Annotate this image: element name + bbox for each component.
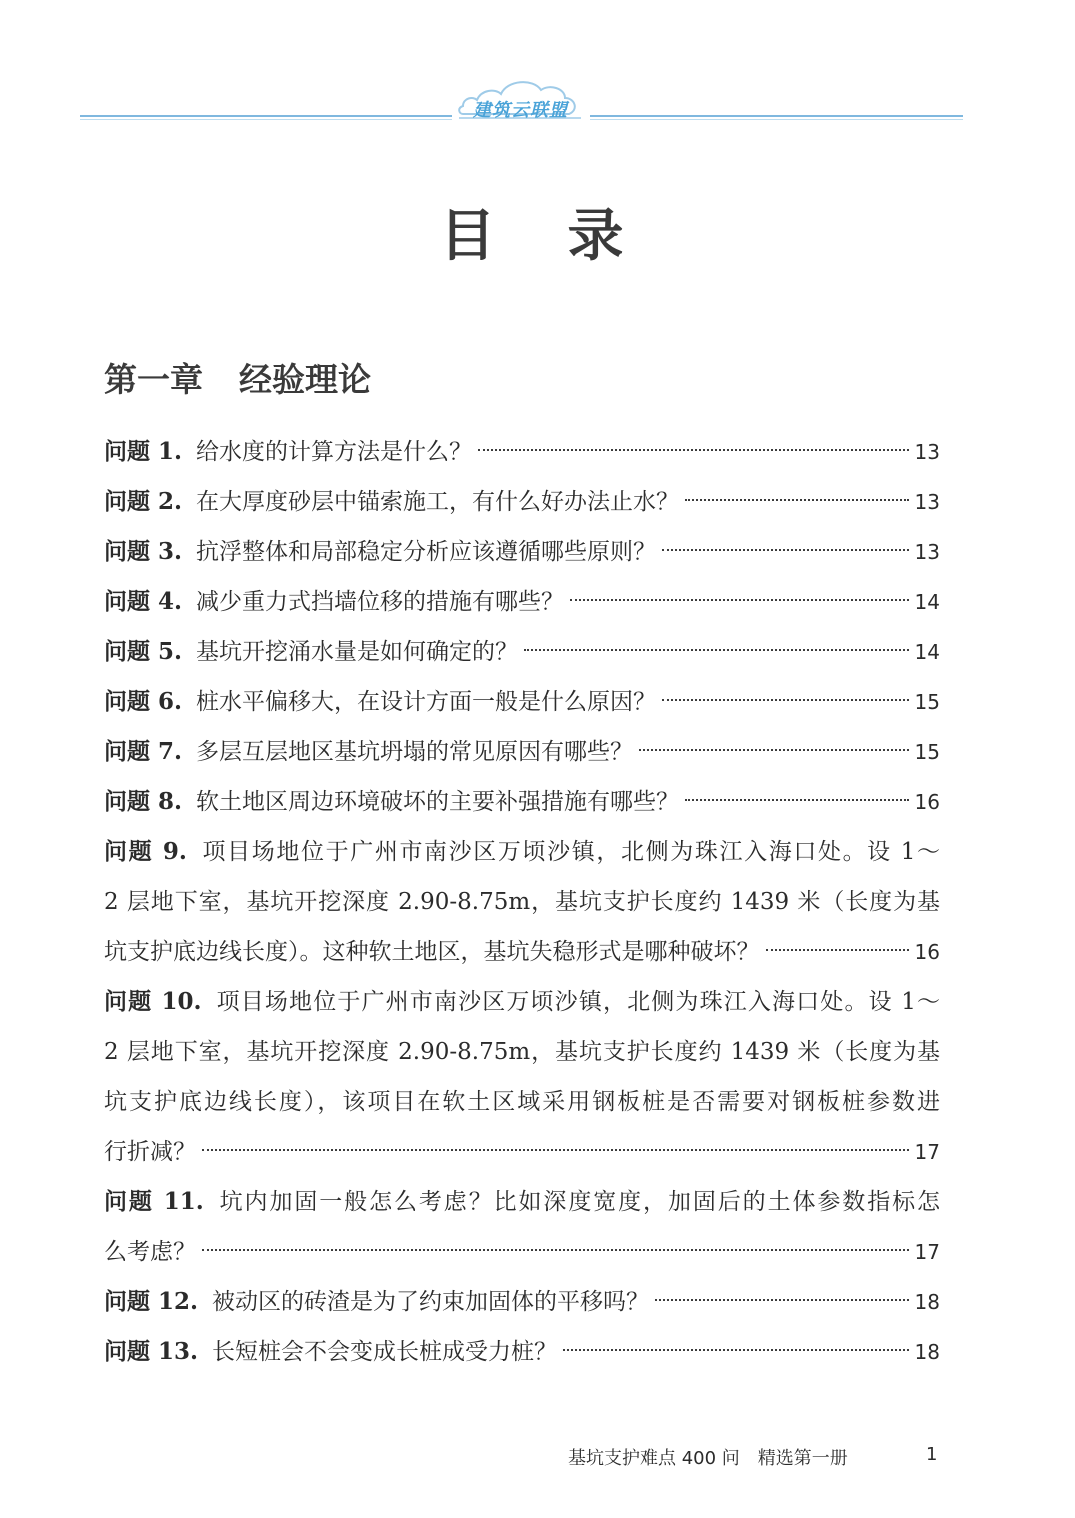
toc-entry-number: 问题 2. <box>104 488 183 515</box>
dot-leader <box>655 1299 909 1301</box>
toc-entry-text: 行折减？ <box>104 1139 196 1165</box>
toc-entry-page: 15 <box>914 690 940 714</box>
toc-entry-number: 问题 7. <box>104 738 183 765</box>
dot-leader <box>524 649 909 651</box>
toc-entry-last-line <box>104 777 940 827</box>
toc-entry-number: 问题 1. <box>104 438 183 465</box>
dot-leader <box>766 949 909 951</box>
toc-entry[interactable] <box>104 627 940 677</box>
dot-leader <box>570 599 909 601</box>
toc-entry-last-line <box>104 677 940 727</box>
table-of-contents <box>104 427 940 1377</box>
chapter-label: 第一章 <box>104 360 203 399</box>
footer-book-title: 基坑支护难点 400 问 精选第一册 <box>568 1448 848 1469</box>
toc-entry-line <box>104 1077 940 1127</box>
toc-entry-last-line <box>104 577 940 627</box>
toc-entry-last-line <box>104 527 940 577</box>
footer-page-number: 1 <box>926 1444 938 1465</box>
toc-entry-line <box>104 977 940 1027</box>
toc-entry-text: 么考虑？ <box>104 1239 196 1265</box>
toc-entry[interactable] <box>104 1327 940 1377</box>
toc-entry[interactable] <box>104 477 940 527</box>
toc-entry-page: 18 <box>914 1290 940 1314</box>
toc-entry-text: 桩水平偏移大，在设计方面一般是什么原因？ <box>196 689 657 715</box>
toc-entry-page: 17 <box>914 1240 940 1264</box>
toc-entry[interactable] <box>104 427 940 477</box>
dot-leader <box>662 699 909 701</box>
toc-entry-last-line <box>104 1327 940 1377</box>
toc-entry-line <box>104 877 940 927</box>
toc-entry[interactable] <box>104 1177 940 1277</box>
toc-entry-page: 15 <box>914 740 940 764</box>
toc-entry-text: 项目场地位于广州市南沙区万顷沙镇，北侧为珠江入海口处。设 1～ <box>200 839 940 865</box>
toc-entry-last-line <box>104 427 940 477</box>
toc-entry-number: 问题 3. <box>104 538 183 565</box>
toc-entry-page: 16 <box>914 790 940 814</box>
toc-entry[interactable] <box>104 777 940 827</box>
toc-entry-page: 14 <box>914 640 940 664</box>
toc-entry-text: 坑内加固一般怎么考虑？比如深度宽度，加固后的土体参数指标怎 <box>217 1189 940 1215</box>
toc-entry[interactable] <box>104 577 940 627</box>
toc-entry-number: 问题 5. <box>104 638 183 665</box>
toc-entry-number: 问题 6. <box>104 688 183 715</box>
toc-entry-text: 给水度的计算方法是什么？ <box>196 439 473 465</box>
toc-entry-last-line <box>104 727 940 777</box>
toc-entry-line <box>104 1177 940 1227</box>
toc-entry-line <box>104 827 940 877</box>
toc-entry-text: 多层互层地区基坑坍塌的常见原因有哪些？ <box>196 739 634 765</box>
toc-entry-page: 13 <box>914 490 940 514</box>
toc-entry-last-line <box>104 1277 940 1327</box>
toc-entry-text: 软土地区周边环境破坏的主要补强措施有哪些？ <box>196 789 680 815</box>
toc-entry-text: 坑支护底边线长度），该项目在软土区域采用钢板桩是否需要对钢板桩参数进 <box>104 1089 940 1115</box>
toc-entry-text: 坑支护底边线长度）。这种软土地区，基坑失稳形式是哪种破坏？ <box>104 939 760 965</box>
toc-entry[interactable] <box>104 727 940 777</box>
toc-entry-last-line <box>104 477 940 527</box>
toc-entry-last-line <box>104 927 940 977</box>
dot-leader <box>202 1249 909 1251</box>
toc-entry-text: 抗浮整体和局部稳定分析应该遵循哪些原则？ <box>196 539 657 565</box>
toc-entry-line <box>104 1027 940 1077</box>
toc-entry-number: 问题 4. <box>104 588 183 615</box>
logo-text: 建筑云联盟 <box>473 100 568 121</box>
dot-leader <box>685 799 909 801</box>
toc-entry-number: 问题 9. <box>104 838 187 865</box>
toc-entry[interactable] <box>104 977 940 1177</box>
toc-entry-text: 减少重力式挡墙位移的措施有哪些？ <box>196 589 565 615</box>
chapter-title: 经验理论 <box>239 360 371 399</box>
toc-entry-page: 18 <box>914 1340 940 1364</box>
toc-entry-text: 2 层地下室，基坑开挖深度 2.90-8.75m，基坑支护长度约 1439 米（长度为基 <box>104 889 940 915</box>
toc-entry-number: 问题 10. <box>104 988 202 1015</box>
header-rule-left <box>80 115 452 117</box>
toc-entry-text: 在大厚度砂层中锚索施工，有什么好办法止水？ <box>196 489 680 515</box>
toc-entry-page: 13 <box>914 540 940 564</box>
toc-entry-number: 问题 8. <box>104 788 183 815</box>
toc-entry-text: 被动区的砖渣是为了约束加固体的平移吗？ <box>212 1289 650 1315</box>
toc-entry-text: 基坑开挖涌水量是如何确定的？ <box>196 639 519 665</box>
toc-entry-text: 长短桩会不会变成长桩成受力桩？ <box>212 1339 558 1365</box>
toc-entry-number: 问题 12. <box>104 1288 199 1315</box>
header-rule-right <box>590 115 963 117</box>
toc-entry-last-line <box>104 627 940 677</box>
chapter-heading <box>104 354 371 401</box>
toc-entry-number: 问题 11. <box>104 1188 204 1215</box>
page-title: 目录 <box>439 204 696 269</box>
toc-entry-page: 17 <box>914 1140 940 1164</box>
toc-entry-text: 项目场地位于广州市南沙区万顷沙镇，北侧为珠江入海口处。设 1～ <box>215 989 940 1015</box>
dot-leader <box>478 449 909 451</box>
dot-leader <box>202 1149 909 1151</box>
toc-entry[interactable] <box>104 1277 940 1327</box>
toc-entry-last-line <box>104 1127 940 1177</box>
toc-entry-number: 问题 13. <box>104 1338 199 1365</box>
dot-leader <box>639 749 909 751</box>
dot-leader <box>662 549 909 551</box>
toc-entry-page: 13 <box>914 440 940 464</box>
logo <box>455 70 585 126</box>
toc-entry-page: 14 <box>914 590 940 614</box>
toc-entry-text: 2 层地下室，基坑开挖深度 2.90-8.75m，基坑支护长度约 1439 米（长度为基 <box>104 1039 940 1065</box>
toc-entry[interactable] <box>104 827 940 977</box>
toc-entry-last-line <box>104 1227 940 1277</box>
toc-entry[interactable] <box>104 677 940 727</box>
toc-entry[interactable] <box>104 527 940 577</box>
toc-entry-page: 16 <box>914 940 940 964</box>
dot-leader <box>685 499 909 501</box>
dot-leader <box>563 1349 909 1351</box>
